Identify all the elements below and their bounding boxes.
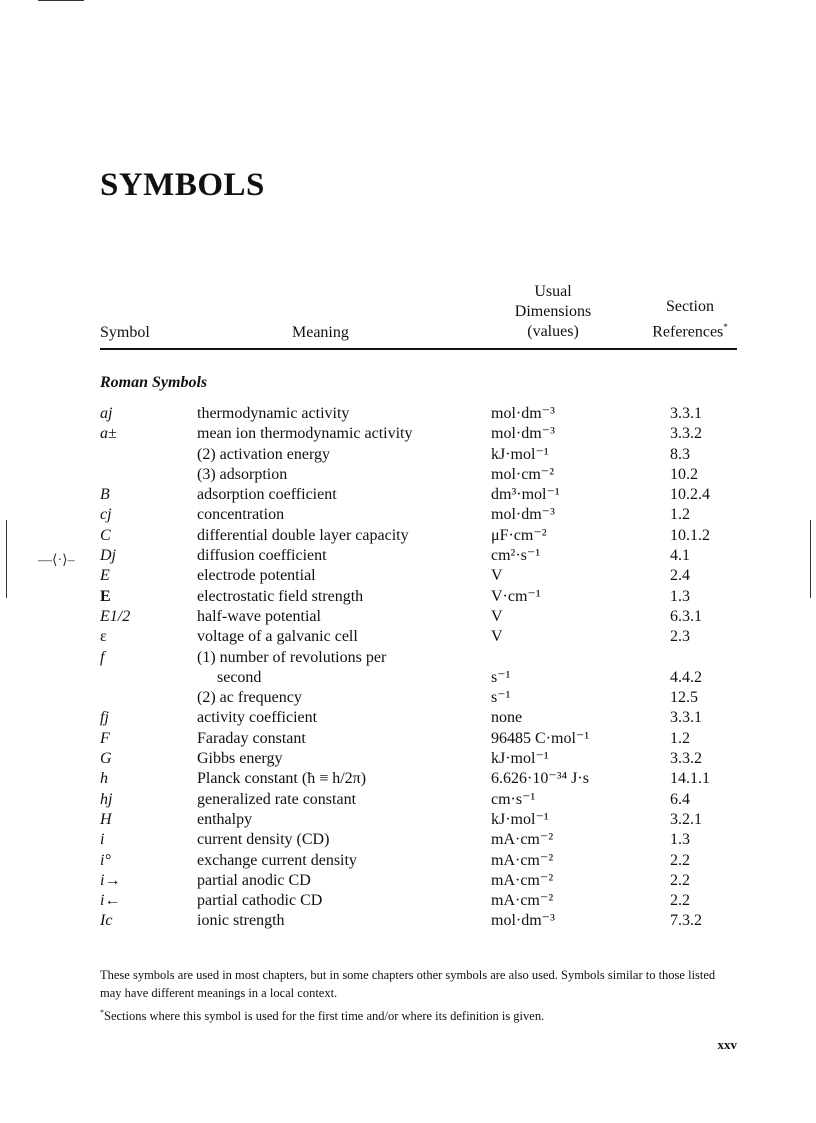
row-meaning: Gibbs energy [197,750,283,768]
table-row [100,830,737,850]
table-row [100,688,737,708]
row-meaning: ionic strength [197,912,285,930]
row-section: 2.2 [670,892,690,910]
row-section: 2.2 [670,871,690,889]
footnote-sections: *Sections where this symbol is used for the first time and/or where its definition is given. [100,1008,545,1024]
header-section-line1: Section [666,297,714,315]
row-symbol: Dj [100,547,116,565]
row-symbol: i← [100,892,121,910]
row-section: 6.3.1 [670,607,702,625]
table-row [100,465,737,485]
row-section: 1.3 [670,587,690,605]
table-row [100,851,737,871]
row-dimension: mol·cm⁻² [491,465,555,483]
row-meaning: voltage of a galvanic cell [197,628,358,646]
row-meaning: diffusion coefficient [197,547,327,565]
row-meaning: (2) activation energy [197,445,330,463]
row-meaning: differential double layer capacity [197,526,409,544]
row-dimension: V [491,567,503,585]
row-dimension: mol·dm⁻³ [491,425,555,443]
row-section: 7.3.2 [670,912,702,930]
row-section: 10.2.4 [670,486,710,504]
table-row [100,810,737,830]
row-section: 1.2 [670,506,690,524]
table-row [100,729,737,749]
row-meaning: activity coefficient [197,709,318,727]
row-symbol: hj [100,790,113,808]
row-section: 3.3.1 [670,709,702,727]
header-dimensions-line2: Dimensions [514,303,592,320]
row-meaning: mean ion thermodynamic activity [197,425,413,443]
row-meaning: thermodynamic activity [197,405,350,422]
table-row [100,607,737,627]
table-row [100,424,737,444]
row-meaning: half-wave potential [197,607,321,625]
row-symbol: Ic [100,912,113,930]
row-section: 3.2.1 [670,810,702,828]
table-row [100,404,737,424]
row-section: 1.3 [670,831,690,849]
header-dimensions-line3: (values) [527,323,579,340]
row-dimension: kJ·mol⁻¹ [491,750,549,768]
footnote-asterisk: * [100,1008,104,1017]
row-meaning: (3) adsorption [197,465,288,483]
footnote-general: These symbols are used in most chapters, but in some chapters other symbols are also used. Symbols similar to those listed may have different meanings in a local context. [100,968,716,1000]
crop-mark-icon: —⟨·⟩– [38,553,75,568]
table-row [100,911,737,931]
header-section-line2: References* [652,321,728,340]
table-row [100,891,737,911]
section-title: Roman Symbols [100,374,208,391]
table-row [100,708,737,728]
row-meaning: Planck constant (ħ ≡ h/2π) [197,770,367,788]
row-section: 6.4 [670,790,690,808]
row-section: 3.3.2 [670,425,702,443]
row-dimension: s⁻¹ [491,668,511,686]
row-dimension: mA·cm⁻² [491,892,554,910]
row-symbol: C [100,526,111,544]
row-section: 4.4.2 [670,668,702,686]
row-dimension: mA·cm⁻² [491,871,554,889]
row-dimension: mA·cm⁻² [491,831,554,849]
row-section: 2.2 [670,851,690,869]
row-meaning: partial cathodic CD [197,892,323,910]
row-symbol: h [100,770,108,788]
row-section: 2.3 [670,628,690,646]
row-dimension: dm³·mol⁻¹ [491,486,560,504]
row-meaning: partial anodic CD [197,871,311,889]
symbol-table [100,404,737,932]
row-symbol: B [100,486,110,504]
page-title: SYMBOLS [100,167,265,203]
header-dimensions [493,282,613,342]
row-section: 10.2 [670,465,698,483]
table-row [100,445,737,465]
row-dimension: μF·cm⁻² [491,526,547,544]
row-dimension: mA·cm⁻² [491,851,554,869]
table-row [100,566,737,586]
row-section: 2.4 [670,567,690,585]
row-meaning: electrostatic field strength [197,587,364,605]
row-section: 14.1.1 [670,770,710,788]
row-section: 3.3.2 [670,750,702,768]
row-symbol: i→ [100,871,121,889]
row-symbol: E1/2 [100,607,131,625]
table-row [100,587,737,607]
header-dimensions-line1: Usual [534,283,572,300]
row-dimension: V·cm⁻¹ [491,587,541,605]
row-meaning: electrode potential [197,567,316,585]
row-symbol: cj [100,506,112,524]
row-dimension: cm·s⁻¹ [491,790,536,808]
top-rule [38,0,84,1]
row-symbol: G [100,750,112,768]
row-symbol: f [100,648,105,666]
row-meaning: exchange current density [197,851,357,869]
margin-mark-left [6,520,7,598]
row-symbol: i [100,831,105,849]
row-meaning: second [217,668,262,686]
row-symbol: aj [100,405,113,422]
table-row [100,648,737,668]
row-meaning: (1) number of revolutions per [197,648,387,666]
table-row [100,871,737,891]
header-section [640,297,740,342]
row-section: 8.3 [670,445,690,463]
row-symbol: H [100,810,112,828]
row-symbol: ε [100,628,107,646]
row-meaning: current density (CD) [197,831,330,849]
row-dimension: kJ·mol⁻¹ [491,445,549,463]
row-symbol: E [100,567,110,585]
row-section: 3.3.1 [670,405,702,422]
row-dimension: none [491,709,523,727]
row-dimension: kJ·mol⁻¹ [491,810,549,828]
row-section: 12.5 [670,689,698,707]
row-symbol: F [100,729,110,747]
table-row [100,485,737,505]
row-dimension: V [491,607,503,625]
header-rule [100,348,737,350]
table-row [100,526,737,546]
table-row [100,627,737,647]
row-dimension: cm²·s⁻¹ [491,547,541,565]
row-dimension: mol·dm⁻³ [491,405,555,422]
table-row [100,769,737,789]
row-dimension: V [491,628,503,646]
row-dimension: 6.626·10⁻³⁴ J·s [491,770,589,788]
row-meaning: Faraday constant [197,729,306,747]
header-symbol: Symbol [100,324,150,341]
header-meaning: Meaning [292,324,349,341]
row-meaning: concentration [197,506,285,524]
table-row [100,749,737,769]
table-row [100,668,737,688]
row-section: 4.1 [670,547,690,565]
row-dimension: s⁻¹ [491,689,511,707]
row-dimension: mol·dm⁻³ [491,506,555,524]
row-section: 10.1.2 [670,526,710,544]
row-dimension: 96485 C·mol⁻¹ [491,729,590,747]
row-meaning: (2) ac frequency [197,689,302,707]
table-row [100,546,737,566]
margin-mark-right [810,520,811,598]
row-meaning: generalized rate constant [197,790,357,808]
header-asterisk: * [723,321,728,332]
row-symbol: E [100,587,111,605]
row-symbol: i° [100,851,111,869]
row-section: 1.2 [670,729,690,747]
table-header [100,282,737,348]
page-number: xxv [717,1037,737,1052]
row-dimension: mol·dm⁻³ [491,912,555,930]
row-symbol: fj [100,709,109,727]
row-meaning: adsorption coefficient [197,486,337,504]
footnotes [100,966,737,1027]
table-row [100,505,737,525]
table-row [100,790,737,810]
row-meaning: enthalpy [197,810,253,828]
row-symbol: a± [100,425,117,443]
